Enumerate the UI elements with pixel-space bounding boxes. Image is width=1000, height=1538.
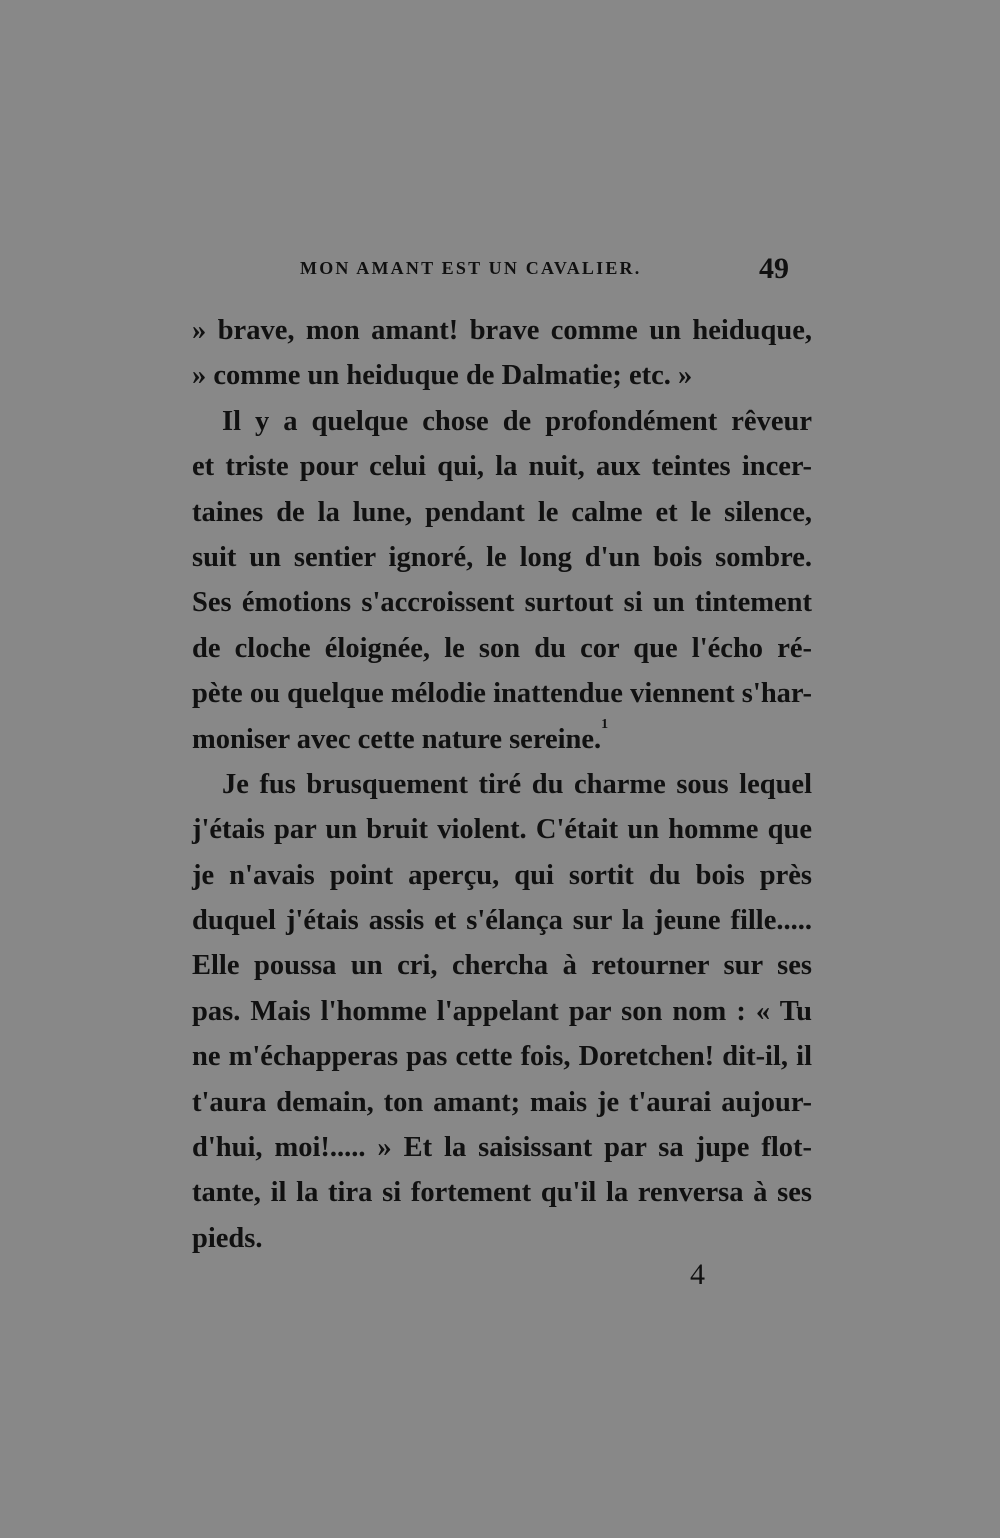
text-line: j'étais par un bruit violent. C'était un homme que [192, 814, 812, 846]
signature-mark: 4 [690, 1258, 705, 1291]
text-line: t'aura demain, ton amant; mais je t'aurai aujour- [192, 1086, 812, 1118]
text-line: d'hui, moi!..... » Et la saisissant par sa jupe flot- [192, 1132, 812, 1164]
text-line: ne m'échapperas pas cette fois, Doretchen! dit-il, il [192, 1041, 812, 1073]
text-line: pieds. [192, 1222, 263, 1254]
text-line: pas. Mais l'homme l'appelant par son nom : « Tu [192, 995, 812, 1027]
text-line: suit un sentier ignoré, le long d'un bois sombre. [192, 541, 812, 573]
text-line: Elle poussa un cri, chercha à retourner sur ses [192, 950, 812, 982]
text-line-with-footnote [192, 717, 812, 762]
text-line: et triste pour celui qui, la nuit, aux teintes incer- [192, 451, 812, 483]
footnote-marker: 1 [601, 716, 609, 732]
running-title: MON AMANT EST UN CAVALIER. [300, 258, 642, 278]
text-line: duquel j'étais assis et s'élança sur la jeune fille..... [192, 905, 812, 937]
text-line-content: moniser avec cette nature sereine. [192, 723, 602, 755]
page-number: 49 [759, 252, 789, 285]
text-line: Je fus brusquement tiré du charme sous lequel [222, 768, 812, 800]
text-line: Ses émotions s'accroissent surtout si un tintement [192, 587, 812, 619]
text-line: » brave, mon amant! brave comme un heiduque, [192, 315, 812, 346]
text-line: tante, il la tira si fortement qu'il la renversa à ses [192, 1177, 812, 1209]
text-line: je n'avais point aperçu, qui sortit du bois près [192, 859, 812, 891]
text-line: » comme un heiduque de Dalmatie; etc. » [192, 360, 693, 392]
text-line: de cloche éloignée, le son du cor que l'écho ré- [192, 632, 812, 664]
text-line: Il y a quelque chose de profondément rêveur [222, 405, 812, 437]
text-line: taines de la lune, pendant le calme et le silence, [192, 496, 812, 528]
running-head [300, 252, 800, 290]
text-line: pète ou quelque mélodie inattendue viennent s'har- [192, 678, 812, 710]
body-text [192, 308, 812, 1261]
